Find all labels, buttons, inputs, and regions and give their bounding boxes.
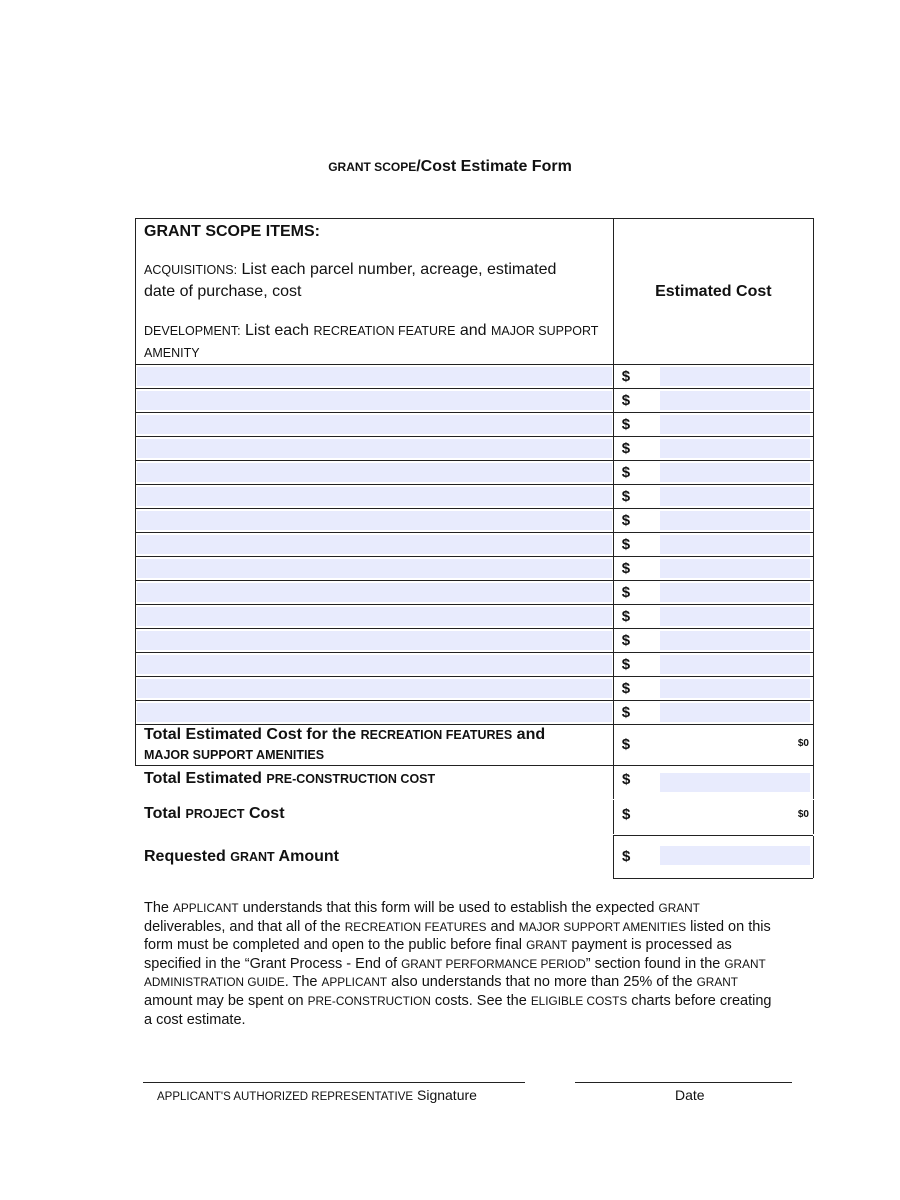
cost-cell [613,509,813,533]
cost-input[interactable] [660,439,810,458]
line-item-row [136,629,814,653]
dollar-sign: $ [622,848,631,865]
project-label-b: PROJECT [185,807,245,821]
statement-term: GRANT [696,975,738,990]
signature-label-b: Signature [413,1087,477,1103]
line-item-row [136,581,814,605]
scope-items-header [136,219,614,365]
cost-input[interactable] [660,511,810,530]
cost-input[interactable] [660,415,810,434]
statement-term: GRANT ADMINISTRATION GUIDE [144,956,766,990]
statement-text: The [144,900,174,916]
statement-term: GRANT [526,938,568,953]
scope-item-cell [136,533,614,557]
dollar-sign: $ [621,392,631,409]
statement-text: costs. See the [430,992,531,1009]
dollar-sign: $ [621,512,631,529]
cost-input[interactable] [660,535,810,554]
requested-grant-label [144,848,339,866]
cost-input[interactable] [660,631,810,650]
title-rest: /Cost Estimate Form [416,158,572,175]
total-features-a: Total Estimated Cost for the [144,726,361,743]
dollar-sign: $ [621,632,631,649]
requested-grant-input[interactable] [660,846,810,865]
total-features-value: $0 [797,738,809,749]
statement-text: and [486,918,519,935]
project-cost-field [613,800,814,834]
scope-item-input[interactable] [137,583,612,602]
development-text-2: and [455,322,492,339]
acquisitions-label: ACQUISITIONS: [144,263,238,277]
dollar-sign: $ [622,771,631,788]
header-row [136,219,814,365]
form-title [0,158,900,176]
line-item-row [136,701,814,725]
statement-text: also understands that no more than 25% of the [387,974,697,991]
scope-item-cell [136,581,614,605]
dollar-sign: $ [622,806,631,823]
project-cost-value: $0 [797,809,809,820]
scope-item-cell [136,677,614,701]
cost-cell [613,701,813,725]
cost-cell [613,365,813,389]
statement-term: PRE-CONSTRUCTION [307,993,431,1008]
dollar-sign: $ [621,464,631,481]
cost-input[interactable] [660,463,810,482]
dollar-sign: $ [621,608,631,625]
development-text-1: List each [240,322,314,339]
acquisitions-text-2: date of purchase, cost [144,283,302,300]
scope-item-cell [136,485,614,509]
cost-input[interactable] [660,487,810,506]
scope-item-input[interactable] [137,679,612,698]
total-features-label [136,725,614,766]
statement-term: APPLICANT [321,975,388,990]
scope-item-input[interactable] [137,367,612,386]
statement-term: ELIGIBLE COSTS [530,993,628,1008]
preconstruction-label [144,770,435,788]
dollar-sign: $ [621,680,631,697]
preconstruction-label-b: PRE-CONSTRUCTION COST [266,772,436,786]
estimated-cost-header: Estimated Cost [613,219,813,365]
dollar-sign: $ [621,704,631,721]
dollar-sign: $ [621,584,631,601]
applicant-statement [144,899,774,1029]
statement-text: deliverables, and that all of the [144,918,345,935]
line-item-row [136,509,814,533]
scope-item-input[interactable] [137,535,612,554]
cost-cell [613,389,813,413]
statement-text: . The [284,974,322,991]
cost-input[interactable] [660,391,810,410]
cost-input[interactable] [660,559,810,578]
acquisitions-text-1: List each parcel number, acreage, estimated [237,261,557,278]
scope-item-input[interactable] [137,607,612,626]
project-cost-label [144,805,285,823]
line-item-row [136,485,814,509]
cost-cell [613,437,813,461]
scope-items-heading: GRANT SCOPE ITEMS: [144,223,321,240]
scope-item-input[interactable] [137,559,612,578]
cost-cell [613,653,813,677]
line-item-row [136,557,814,581]
total-features-cost [613,725,813,766]
statement-text: payment is processed as specified in the “Grant Process - End of [144,937,732,972]
cost-cell [613,557,813,581]
project-label-c: Cost [244,805,285,822]
line-item-row [136,533,814,557]
scope-item-cell [136,509,614,533]
date-line[interactable] [575,1082,792,1083]
dollar-sign: $ [621,416,631,433]
line-item-row [136,653,814,677]
cost-input[interactable] [660,655,810,674]
dollar-sign: $ [621,656,631,673]
scope-item-cell [136,701,614,725]
dollar-sign: $ [621,736,631,753]
line-item-row [136,461,814,485]
scope-item-cell [136,365,614,389]
dollar-sign: $ [621,536,631,553]
dollar-sign: $ [621,488,631,505]
statement-text: charts before creating a cost estimate. [144,992,772,1028]
cost-cell [613,605,813,629]
scope-item-cell [136,461,614,485]
scope-item-cell [136,557,614,581]
signature-line[interactable] [143,1082,525,1083]
scope-item-input[interactable] [137,391,612,410]
cost-estimate-table [135,218,814,766]
statement-term: APPLICANT [173,901,239,915]
requested-label-a: Requested [144,848,231,865]
requested-grant-field[interactable] [613,836,814,878]
dollar-sign: $ [621,560,631,577]
scope-item-cell [136,437,614,461]
total-features-d: MAJOR SUPPORT AMENITIES [144,748,325,762]
cost-cell [613,677,813,701]
cost-input[interactable] [660,679,810,698]
statement-text: understands that this form will be used to establish the expected [238,900,659,916]
scope-item-input[interactable] [137,703,612,722]
statement-term: GRANT PERFORMANCE PERIOD [401,956,586,971]
line-item-row [136,437,814,461]
line-item-row [136,413,814,437]
requested-label-b: GRANT [230,850,275,864]
scope-item-input[interactable] [137,631,612,650]
cost-cell [613,533,813,557]
cost-cell [613,485,813,509]
development-instruction [144,320,605,364]
total-features-row [136,725,814,766]
statement-text: ” section found in the [585,955,725,972]
scope-item-cell [136,605,614,629]
scope-item-input[interactable] [137,511,612,530]
statement-term: RECREATION FEATURES [344,919,487,934]
development-label: DEVELOPMENT: [144,324,241,338]
acquisitions-instruction [144,259,605,302]
scope-item-cell [136,629,614,653]
scope-item-input[interactable] [137,655,612,674]
line-item-row [136,365,814,389]
line-item-row [136,605,814,629]
preconstruction-label-a: Total Estimated [144,770,267,787]
total-features-b: RECREATION FEATURES [360,728,513,742]
statement-text: amount may be spent on [144,992,308,1009]
preconstruction-input[interactable] [660,773,810,792]
scope-item-input[interactable] [137,487,612,506]
cost-input[interactable] [660,583,810,602]
cost-input[interactable] [660,607,810,626]
scope-item-cell [136,413,614,437]
line-item-row [136,389,814,413]
dollar-sign: $ [621,440,631,457]
scope-item-input[interactable] [137,415,612,434]
cost-cell [613,461,813,485]
dollar-sign: $ [621,368,631,385]
signature-label-a: APPLICANT'S AUTHORIZED REPRESENTATIVE [157,1091,414,1103]
statement-term: MAJOR SUPPORT AMENITIES [518,919,687,934]
divider-line [613,878,813,879]
project-label-a: Total [144,805,186,822]
date-label: Date [675,1087,705,1103]
requested-label-c: Amount [274,848,339,865]
development-recreation-feature: RECREATION FEATURE [313,324,456,338]
scope-item-input[interactable] [137,439,612,458]
cost-input[interactable] [660,703,810,722]
title-prefix: GRANT SCOPE [328,160,417,174]
cost-input[interactable] [660,367,810,386]
cost-cell [613,629,813,653]
line-item-row [136,677,814,701]
statement-text: listed on this form must be completed and open to the public before final [144,918,771,954]
cost-cell [613,413,813,437]
signature-label [157,1087,477,1103]
total-features-c: and [512,726,546,743]
development-major-support: MAJOR SUPPORT AMENITY [144,324,599,360]
statement-term: GRANT [658,901,700,915]
cost-cell [613,581,813,605]
scope-item-cell [136,389,614,413]
scope-item-input[interactable] [137,463,612,482]
scope-item-cell [136,653,614,677]
preconstruction-cost-field[interactable] [613,765,814,799]
